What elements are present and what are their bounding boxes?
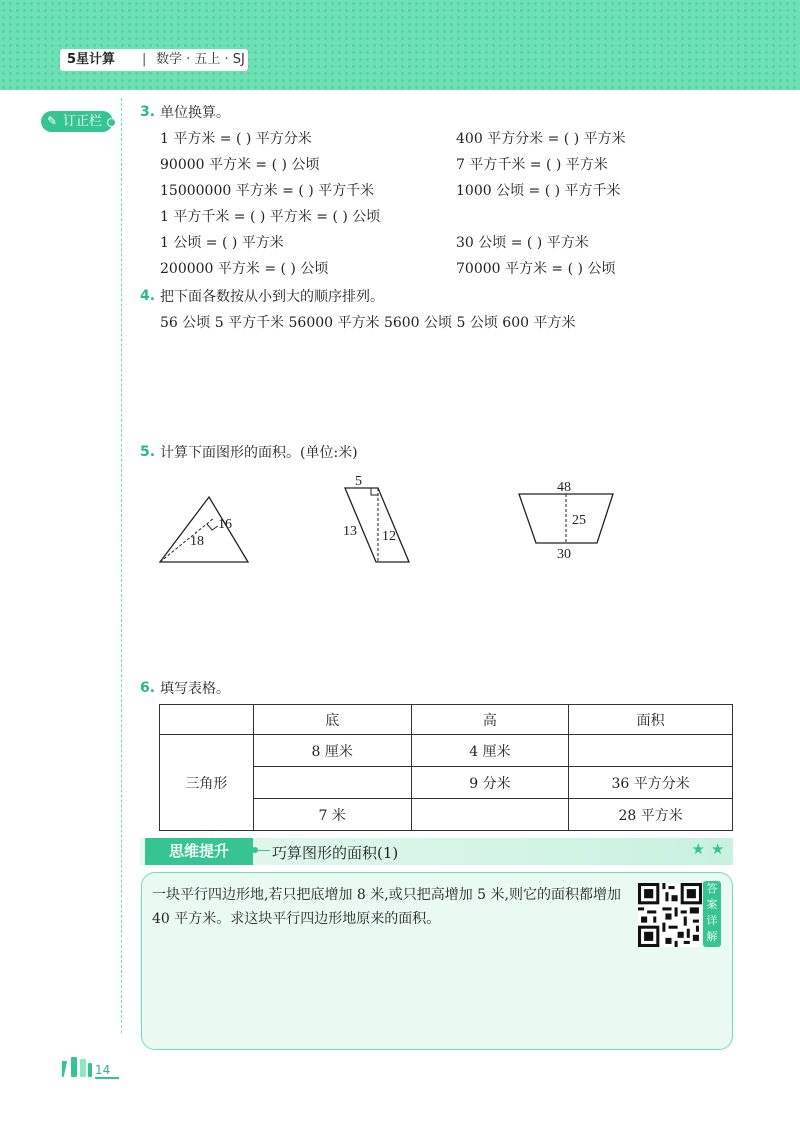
table-header-cell [160,705,254,735]
answer-detail-label: 答案详解 [703,881,721,947]
q3-row-1-left: 1 平方米 = ( ) 平方分米 [160,131,312,147]
thinking-connector [252,850,270,851]
table-cell[interactable]: 28 平方米 [569,799,733,831]
q3-row-1-right: 400 平方分米 = ( ) 平方米 [456,131,626,147]
fill-table [159,704,733,831]
page-underline [95,1077,119,1079]
q6-number: 6. [140,680,156,696]
parallelogram-side-label: 13 [343,524,357,539]
qr-code-icon[interactable] [638,883,702,947]
q3-title: 单位换算。 [160,105,230,121]
table-cell[interactable]: 36 平方分米 [569,767,733,799]
brand-title: 5星计算 [67,52,116,67]
parallelogram-top-label: 5 [355,474,362,489]
book-subtitle: 数学 · 五上 · SJ [156,52,245,67]
q3-row-2-right: 7 平方千米 = ( ) 平方米 [456,157,608,173]
q3-number: 3. [140,104,156,120]
header-separator: | [142,52,147,67]
q3-row-3-left: 15000000 平方米 = ( ) 平方千米 [160,183,375,199]
table-cell[interactable] [569,735,733,767]
triangle-side-label: 16 [218,517,232,532]
triangle-height-label: 18 [190,534,204,549]
triangle-shape [160,497,248,562]
table-cell[interactable]: 9 分米 [411,767,569,799]
table-cell[interactable]: 8 厘米 [253,735,411,767]
triangle-figure [160,497,248,562]
table-cell[interactable]: 7 米 [253,799,411,831]
q5-title: 计算下面图形的面积。(单位:米) [160,445,358,461]
table-row-label: 三角形 [160,735,254,831]
thinking-subtitle: 巧算图形的面积(1) [272,844,399,862]
table-header-cell: 底 [253,705,411,735]
table-row [160,735,733,767]
q3-row-2-left: 90000 平方米 = ( ) 公顷 [160,157,320,173]
q3-row-6-right: 70000 平方米 = ( ) 公顷 [456,261,616,277]
q3-row-5-left: 1 公顷 = ( ) 平方米 [160,235,284,251]
triangle-height-line [160,518,214,562]
q4-title: 把下面各数按从小到大的顺序排列。 [160,289,384,305]
q4-number: 4. [140,288,156,304]
parallelogram-figure [343,474,409,562]
q3-row-5-right: 30 公顷 = ( ) 平方米 [456,235,589,251]
star-icon: ★ [691,840,711,858]
table-header-row [160,705,733,735]
triangle-right-angle [207,524,218,530]
trapezoid-figure [519,480,613,562]
trapezoid-height-label: 25 [572,513,586,528]
books-icon [62,1057,94,1077]
parallelogram-height-label: 12 [382,529,396,544]
q5-number: 5. [140,444,156,460]
thinking-title: 思维提升 [145,838,253,865]
table-header-cell: 高 [411,705,569,735]
table-cell[interactable]: 4 厘米 [411,735,569,767]
trapezoid-top-label: 48 [557,480,571,495]
q3-row-4-left: 1 平方千米 = ( ) 平方米 = ( ) 公顷 [160,209,381,225]
correction-tag-label: 订正栏 [63,114,103,129]
table-cell[interactable] [253,767,411,799]
trapezoid-bottom-label: 30 [557,547,571,562]
difficulty-stars [672,840,730,858]
q4-items: 56 公顷 5 平方千米 56000 平方米 5600 公顷 5 公顷 600 平方米 [160,315,576,331]
problem-text: 一块平行四边形地,若只把底增加 8 米,或只把高增加 5 米,则它的面积都增加 40 平方米。求这块平行四边形地原来的面积。 [152,887,621,927]
q3-row-3-right: 1000 公顷 = ( ) 平方千米 [456,183,621,199]
star-icon: ★ [672,840,692,858]
q3-row-6-left: 200000 平方米 = ( ) 公顷 [160,261,329,277]
q6-title: 填写表格。 [160,681,230,697]
star-icon: ★ [710,840,731,858]
page-number: 14 [95,1063,111,1077]
table-header-cell: 面积 [569,705,733,735]
pencil-icon: ✎ [47,114,58,128]
parallelogram-right-angle [371,488,378,495]
table-cell[interactable] [411,799,569,831]
